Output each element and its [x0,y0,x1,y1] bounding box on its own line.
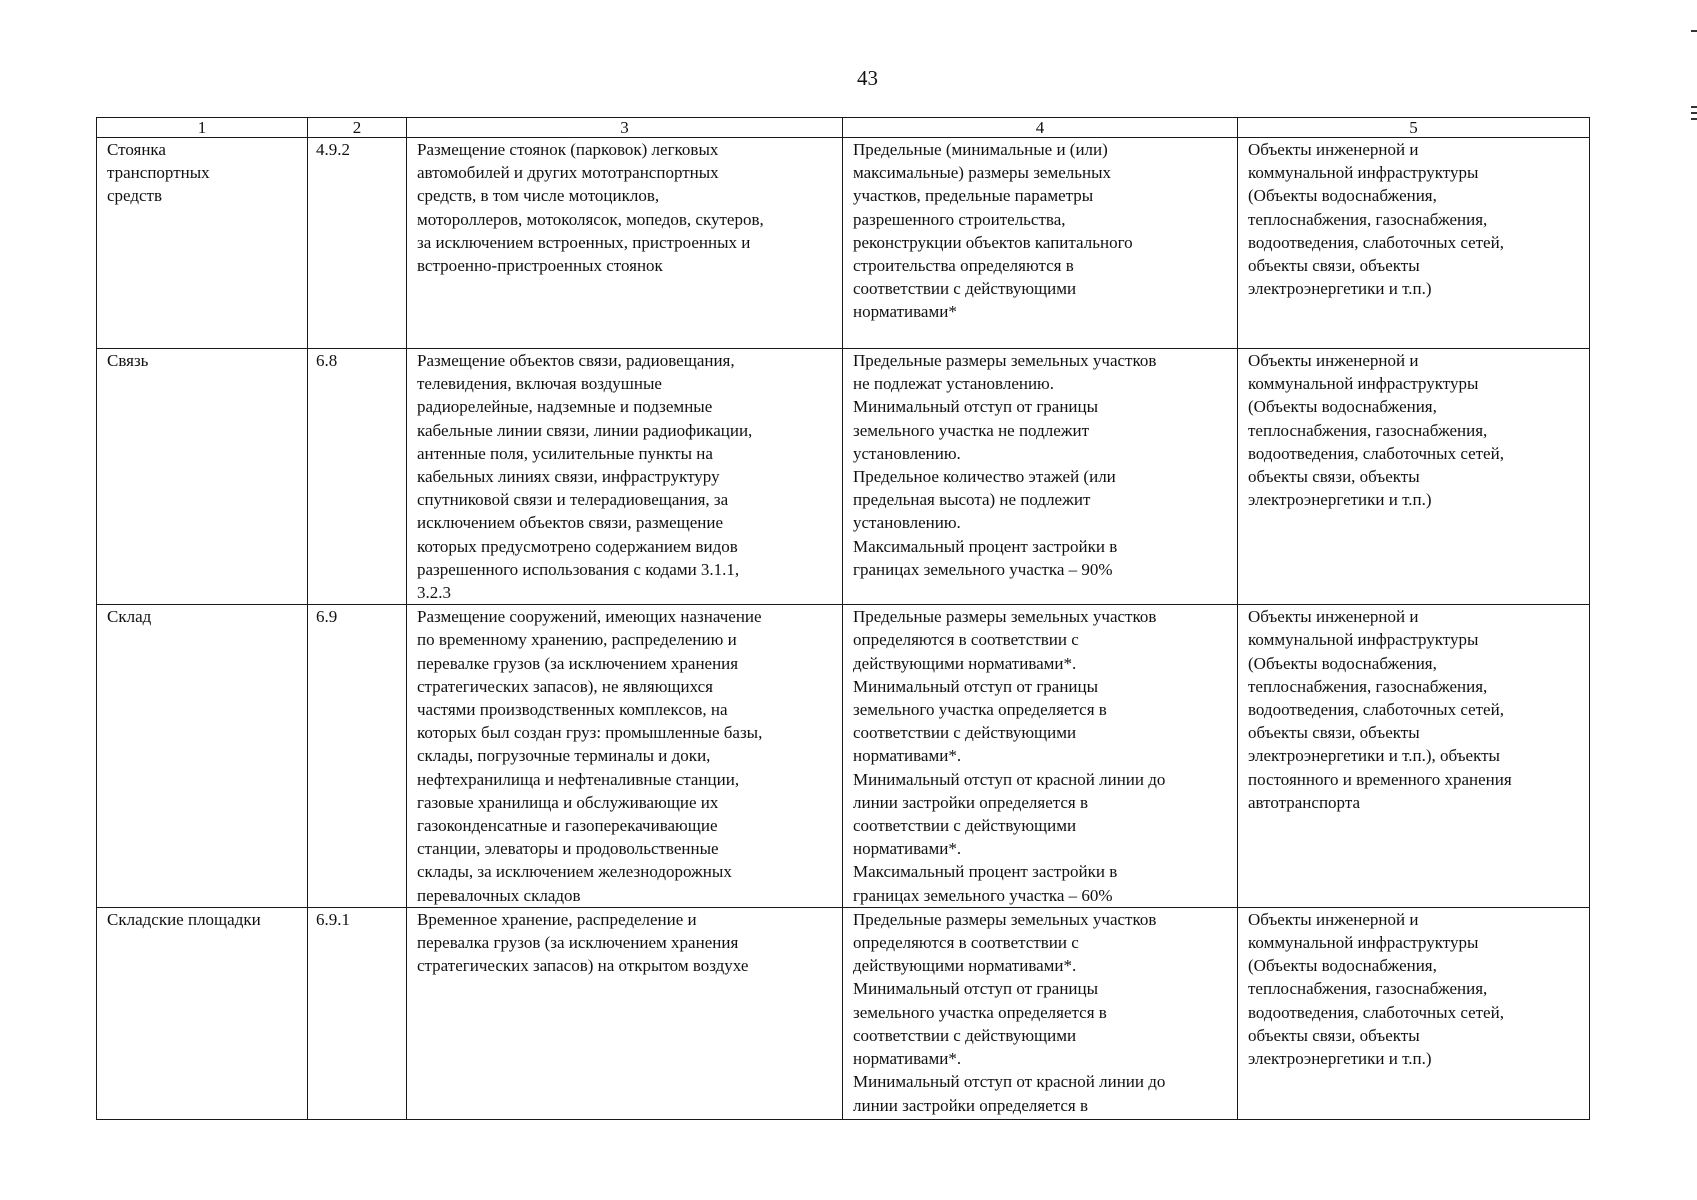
edge-mark [1691,30,1697,32]
use-description: Временное хранение, распределение и перевалка грузов (за исключением хранения стратегических запасов) на открытом воздухе [417,909,749,976]
use-code-cell [308,907,407,1119]
use-objects-cell [1238,907,1590,1119]
use-objects: Объекты инженерной и коммунальной инфраструктуры (Объекты водоснабжения, теплоснабжения, газоснабжения, водоотведения, слаботочных сетей, объекты связи, объекты электроэнергетики и т.п.) [1248,351,1504,510]
use-objects: Объекты инженерной и коммунальной инфраструктуры (Объекты водоснабжения, теплоснабжения, газоснабжения, водоотведения, слаботочных сетей, объекты связи, объекты электроэнергетики и т.п.) [1248,140,1504,299]
use-parameters: Предельные (минимальные и (или) максимальные) размеры земельных участков, предельные параметры разрешенного строительства, реконструкции объектов капитального строительства определяются в соответствии с действующими нормативами* [853,140,1133,322]
use-code-cell [308,605,407,908]
use-description: Размещение объектов связи, радиовещания, телевидения, включая воздушные радиорелейные, надземные и подземные кабельные линии связи, линии радиофикации, антенные поля, усилительные пункты на кабельных линиях связи, инфраструктуру спутниковой связи и телерадиовещания, за исключением объектов связи, размещение которых предусмотрено содержанием видов разрешенного использования с кодами 3.1.1, 3.2.3 [417,351,753,603]
table-row [97,349,1590,605]
use-name: Связь [107,351,149,370]
use-name: Склад [107,607,152,627]
table-header-row [97,118,1590,138]
use-name: Складские площадки [107,909,261,929]
use-code: 6.8 [316,351,338,370]
column-header: 5 [1238,118,1590,138]
use-description-cell [407,907,843,1119]
use-parameters-cell [843,349,1238,605]
use-code-cell [308,138,407,349]
use-name-cell [97,138,308,349]
use-objects-cell [1238,138,1590,349]
use-objects: Объекты инженерной и коммунальной инфраструктуры (Объекты водоснабжения, теплоснабжения, газоснабжения, водоотведения, слаботочных сетей, объекты связи, объекты электроэнергетики и т.п.) [1248,909,1504,1069]
column-header: 1 [97,118,308,138]
use-description-cell [407,138,843,349]
column-header: 3 [407,118,843,138]
use-name-cell [97,349,308,605]
use-code-cell [308,349,407,605]
use-objects-cell [1238,349,1590,605]
use-description: Размещение сооружений, имеющих назначение по временному хранению, распределению и перевалке грузов (за исключением хранения стратегических запасов), не являющихся частями производственных комплексов, на которых был создан груз: промышленные базы, склады, погрузочные терминалы и доки, нефтехранилища и нефтеналивные станции, газовые хранилища и обслуживающие их газоконденсатные и газоперекачивающие станции, элеваторы и продовольственные склады, за исключением железнодорожных перевалочных складов [417,607,763,905]
use-parameters: Предельные размеры земельных участков определяются в соответствии с действующими нормативами*. Минимальный отступ от границы земельного участка определяется в соответствии с действующими нормативами*. Минимальный отступ от красной линии до линии застройки определяется в соответствии с действующими нормативами*. Максимальный процент застройки в границах земельного участка – 60% [853,607,1166,905]
use-description-cell [407,605,843,908]
edge-mark [1691,112,1697,114]
table-row [97,138,1590,349]
use-parameters-cell [843,138,1238,349]
use-parameters: Предельные размеры земельных участков не подлежат установлению. Минимальный отступ от границы земельного участка не подлежит установлению. Предельное количество этажей (или предельная высота) не подлежит установлению. Максимальный процент застройки в границах земельного участка – 90% [853,351,1157,579]
use-code: 6.9.1 [316,909,350,929]
table-row [97,605,1590,908]
use-parameters: Предельные размеры земельных участков определяются в соответствии с действующими нормативами*. Минимальный отступ от границы земельного участка определяется в соответствии с действующими нормативами*. Минимальный отступ от красной линии до линии застройки определяется в [853,909,1166,1115]
use-description-cell [407,349,843,605]
column-header: 2 [308,118,407,138]
land-use-table [96,117,1590,1120]
page-number: 43 [857,66,878,90]
use-name: Стоянка транспортных средств [107,140,210,206]
edge-mark [1691,118,1697,120]
use-objects: Объекты инженерной и коммунальной инфраструктуры (Объекты водоснабжения, теплоснабжения, газоснабжения, водоотведения, слаботочных сетей, объекты связи, объекты электроэнергетики и т.п.), объекты постоянного и временного хранения автотранспорта [1248,607,1512,812]
use-code: 4.9.2 [316,140,350,159]
use-objects-cell [1238,605,1590,908]
column-header: 4 [843,118,1238,138]
use-name-cell [97,907,308,1119]
use-code: 6.9 [316,607,338,627]
use-description: Размещение стоянок (парковок) легковых автомобилей и других мототранспортных средств, в том числе мотоциклов, мотороллеров, мотоколясок, мопедов, скутеров, за исключением встроенных, пристроенных и встроенно-пристроенных стоянок [417,140,764,276]
table-row [97,907,1590,1119]
edge-mark [1691,106,1697,108]
use-name-cell [97,605,308,908]
use-parameters-cell [843,907,1238,1119]
use-parameters-cell [843,605,1238,908]
